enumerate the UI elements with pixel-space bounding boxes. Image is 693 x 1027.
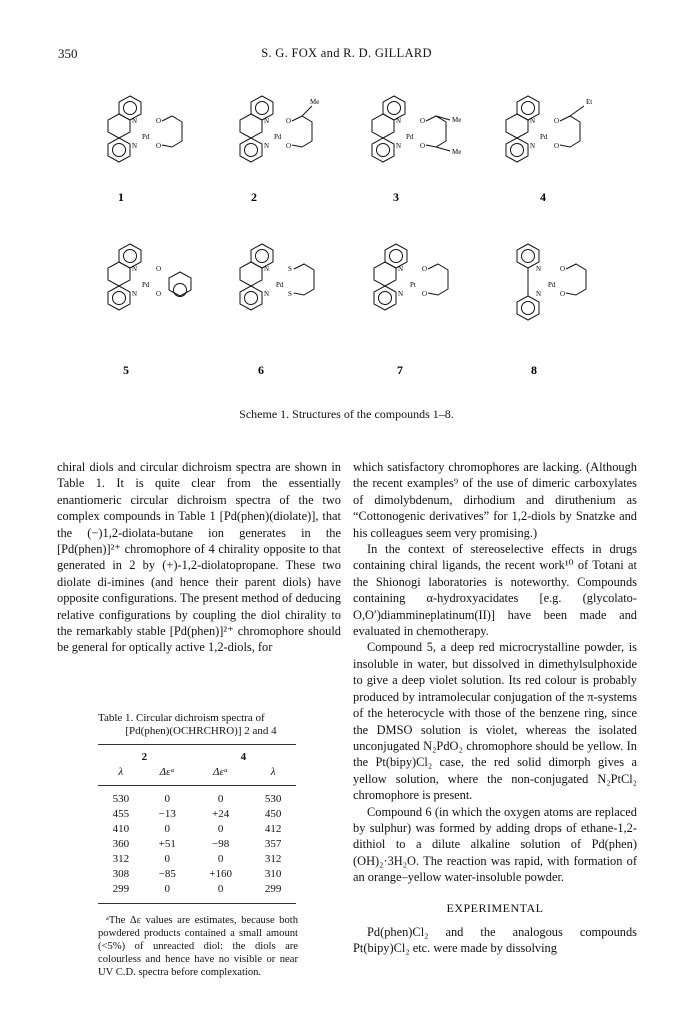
table-footnote: ᵃThe Δε values are estimates, because both powdered products contained a small amount (<5%) of unreacted diol: the diols are colourless and hence have no visible or near UV C.D. spectra before complexation. [98, 915, 298, 978]
svg-text:O: O [156, 265, 162, 273]
table-group-left: 2 [141, 751, 148, 763]
table-cell: 357 [264, 838, 282, 850]
table-cell: 0 [164, 793, 170, 805]
table-cell: 308 [112, 868, 130, 880]
svg-text:O: O [156, 117, 162, 125]
table-cell: −13 [158, 808, 176, 820]
section-heading-experimental: EXPERIMENTAL [446, 900, 544, 915]
table-cell: 360 [112, 838, 130, 850]
table-1 [94, 712, 304, 979]
table-col-header: Δεᵃ [159, 766, 175, 778]
table-col-header: Δεᵃ [213, 766, 229, 778]
running-head: S. G. FOX and R. D. GILLARD [261, 46, 432, 60]
svg-text:N: N [264, 290, 270, 298]
table-cell: −85 [158, 868, 176, 880]
compound-number-1: 1 [118, 190, 124, 204]
svg-text:O: O [156, 142, 162, 150]
table-cell: 312 [112, 853, 130, 865]
table-cell: 455 [112, 808, 130, 820]
svg-text:O: O [422, 265, 428, 273]
table-cell: 410 [112, 823, 130, 835]
svg-text:N: N [536, 265, 542, 273]
svg-text:O: O [554, 142, 560, 150]
svg-text:Me: Me [310, 98, 320, 106]
svg-text:Pd: Pd [274, 133, 282, 141]
svg-text:Pd: Pd [276, 281, 284, 289]
table-cell: 0 [217, 793, 224, 805]
svg-text:N: N [132, 290, 138, 298]
table-cell: 0 [164, 883, 170, 895]
right-paragraph-2: In the context of stereoselective effects in drugs containing chiral ligands, the recent work¹⁰ of Totani at the Shionogi laboratories is noteworthy. Compounds containing α-hydroxyacidates [e.g. (glycolato-O,O′)diammineplatinum(II)] have been made and evaluated in chemotherapy. [353, 542, 637, 639]
table-cell: 450 [264, 808, 282, 820]
svg-text:N: N [398, 265, 404, 273]
svg-text:O: O [554, 117, 560, 125]
scheme-caption: Scheme 1. Structures of the compounds 1–8. [239, 407, 454, 421]
table-cell: +51 [158, 838, 176, 850]
svg-text:Pd: Pd [406, 133, 414, 141]
table-cell: 299 [112, 883, 130, 895]
compound-number-3: 3 [393, 190, 399, 204]
svg-text:Pd: Pd [142, 133, 150, 141]
table-caption [94, 712, 304, 738]
left-column [57, 459, 341, 656]
svg-text:Pd: Pd [540, 133, 548, 141]
table-cell: 299 [264, 883, 282, 895]
svg-text:O: O [286, 142, 292, 150]
table-group-right: 4 [240, 751, 247, 763]
right-paragraph-3: Compound 5, a deep red microcrystalline powder, is insoluble in water, but dissolved in dimethylsulphoxide to give a deep violet solution. Its red colour is probably produced by intramolecular conjugation of the π-systems of the heterocycle with those of the benzene ring, since the DMSO solution is violet, whereas the isolated unconjugated N₂PdO₂ chromophore should be yellow. In the Pt(bipy)Cl₂ case, the red solid dimorph gives a yellow solution, where the non-conjugated N₂PtCl₂ chromophore is present. [353, 640, 637, 803]
svg-text:S: S [288, 290, 292, 298]
svg-text:O: O [286, 117, 292, 125]
svg-text:N: N [396, 142, 402, 150]
svg-text:O: O [420, 142, 426, 150]
svg-text:N: N [530, 142, 536, 150]
cd-table [98, 744, 296, 904]
table-cell: 0 [217, 823, 224, 835]
svg-text:N: N [530, 117, 536, 125]
right-column [353, 459, 637, 957]
svg-text:N: N [264, 265, 270, 273]
table-cell: 530 [264, 793, 282, 805]
svg-text:O: O [156, 290, 162, 298]
table-col-header: λ [118, 766, 124, 778]
svg-text:Me: Me [452, 116, 462, 124]
table-cell: 0 [164, 823, 170, 835]
svg-text:O: O [422, 290, 428, 298]
right-paragraph-5: Pd(phen)Cl₂ and the analogous compounds Pt(bipy)Cl₂ etc. were made by dissolving [353, 924, 637, 956]
compound-number-2: 2 [251, 190, 257, 204]
compound-number-8: 8 [531, 363, 537, 377]
svg-text:Et: Et [586, 98, 593, 106]
svg-text:N: N [398, 290, 404, 298]
scheme-structures [0, 62, 693, 402]
svg-text:O: O [560, 290, 566, 298]
page-number: 350 [58, 46, 78, 61]
right-paragraph-1: which satisfactory chromophores are lacking. (Although the recent examples⁹ of the use of dimeric carboxylates of dimolybdenum, dirhodium and diruthenium as “Cottonogenic derivatives” for 1,2-diols by Snatzke and his colleagues seem very promising.) [353, 460, 637, 540]
table-cell: −98 [211, 838, 230, 850]
svg-text:N: N [264, 117, 270, 125]
compound-number-4: 4 [540, 190, 546, 204]
table-cell: +160 [209, 868, 232, 880]
svg-text:N: N [536, 290, 542, 298]
svg-text:S: S [288, 265, 292, 273]
table-col-header: λ [270, 766, 276, 778]
svg-text:N: N [264, 142, 270, 150]
table-cell: 0 [217, 883, 224, 895]
table-cell: 310 [264, 868, 282, 880]
table-caption-line-2: [Pd(phen)(OCHRCHRO)] 2 and 4 [125, 725, 277, 737]
svg-text:N: N [132, 117, 138, 125]
svg-text:Me: Me [452, 148, 462, 156]
table-caption-line-1: Table 1. Circular dichroism spectra of [98, 712, 265, 724]
table-cell: 412 [264, 823, 282, 835]
table-cell: 312 [264, 853, 282, 865]
svg-text:N: N [132, 142, 138, 150]
compound-number-7: 7 [397, 363, 403, 377]
compound-number-5: 5 [123, 363, 129, 377]
table-cell: 0 [217, 853, 224, 865]
svg-text:Pt: Pt [410, 281, 416, 289]
svg-text:O: O [560, 265, 566, 273]
svg-text:N: N [132, 265, 138, 273]
svg-text:Pd: Pd [548, 281, 556, 289]
table-cell: +24 [211, 808, 230, 820]
table-cell: 0 [164, 853, 170, 865]
left-paragraph-1: chiral diols and circular dichroism spectra are shown in Table 1. It is quite clear from the essentially enantiomeric circular dichroism spectra of the two complex compounds in Table 1 [Pd(phen)(diolate)], that the (−)1,2-diolata-butane ion generates in the [Pd(phen)]²⁺ chromophore of 4 chirality opposite to that generated in 2 by (+)-1,2-diolatopropane. These two diolate di-imines (and hence their parent diols) have opposite configurations. The present method of deducing relative configurations by coupling the diol chirality to the remarkably stable [Pd(phen)]²⁺ chromophore should be general for optically active 1,2-diols, for [57, 460, 341, 655]
svg-text:N: N [396, 117, 402, 125]
svg-text:Pd: Pd [142, 281, 150, 289]
svg-text:O: O [420, 117, 426, 125]
right-paragraph-4: Compound 6 (in which the oxygen atoms are replaced by sulphur) was formed by adding drops of ethane-1,2-dithiol to a dilute alkaline solution of Pd(phen)(OH)₂·3H₂O. The reaction was rapid, with formation of an orange–yellow water-insoluble powder. [353, 804, 637, 885]
compound-number-6: 6 [258, 363, 264, 377]
table-cell: 530 [112, 793, 130, 805]
